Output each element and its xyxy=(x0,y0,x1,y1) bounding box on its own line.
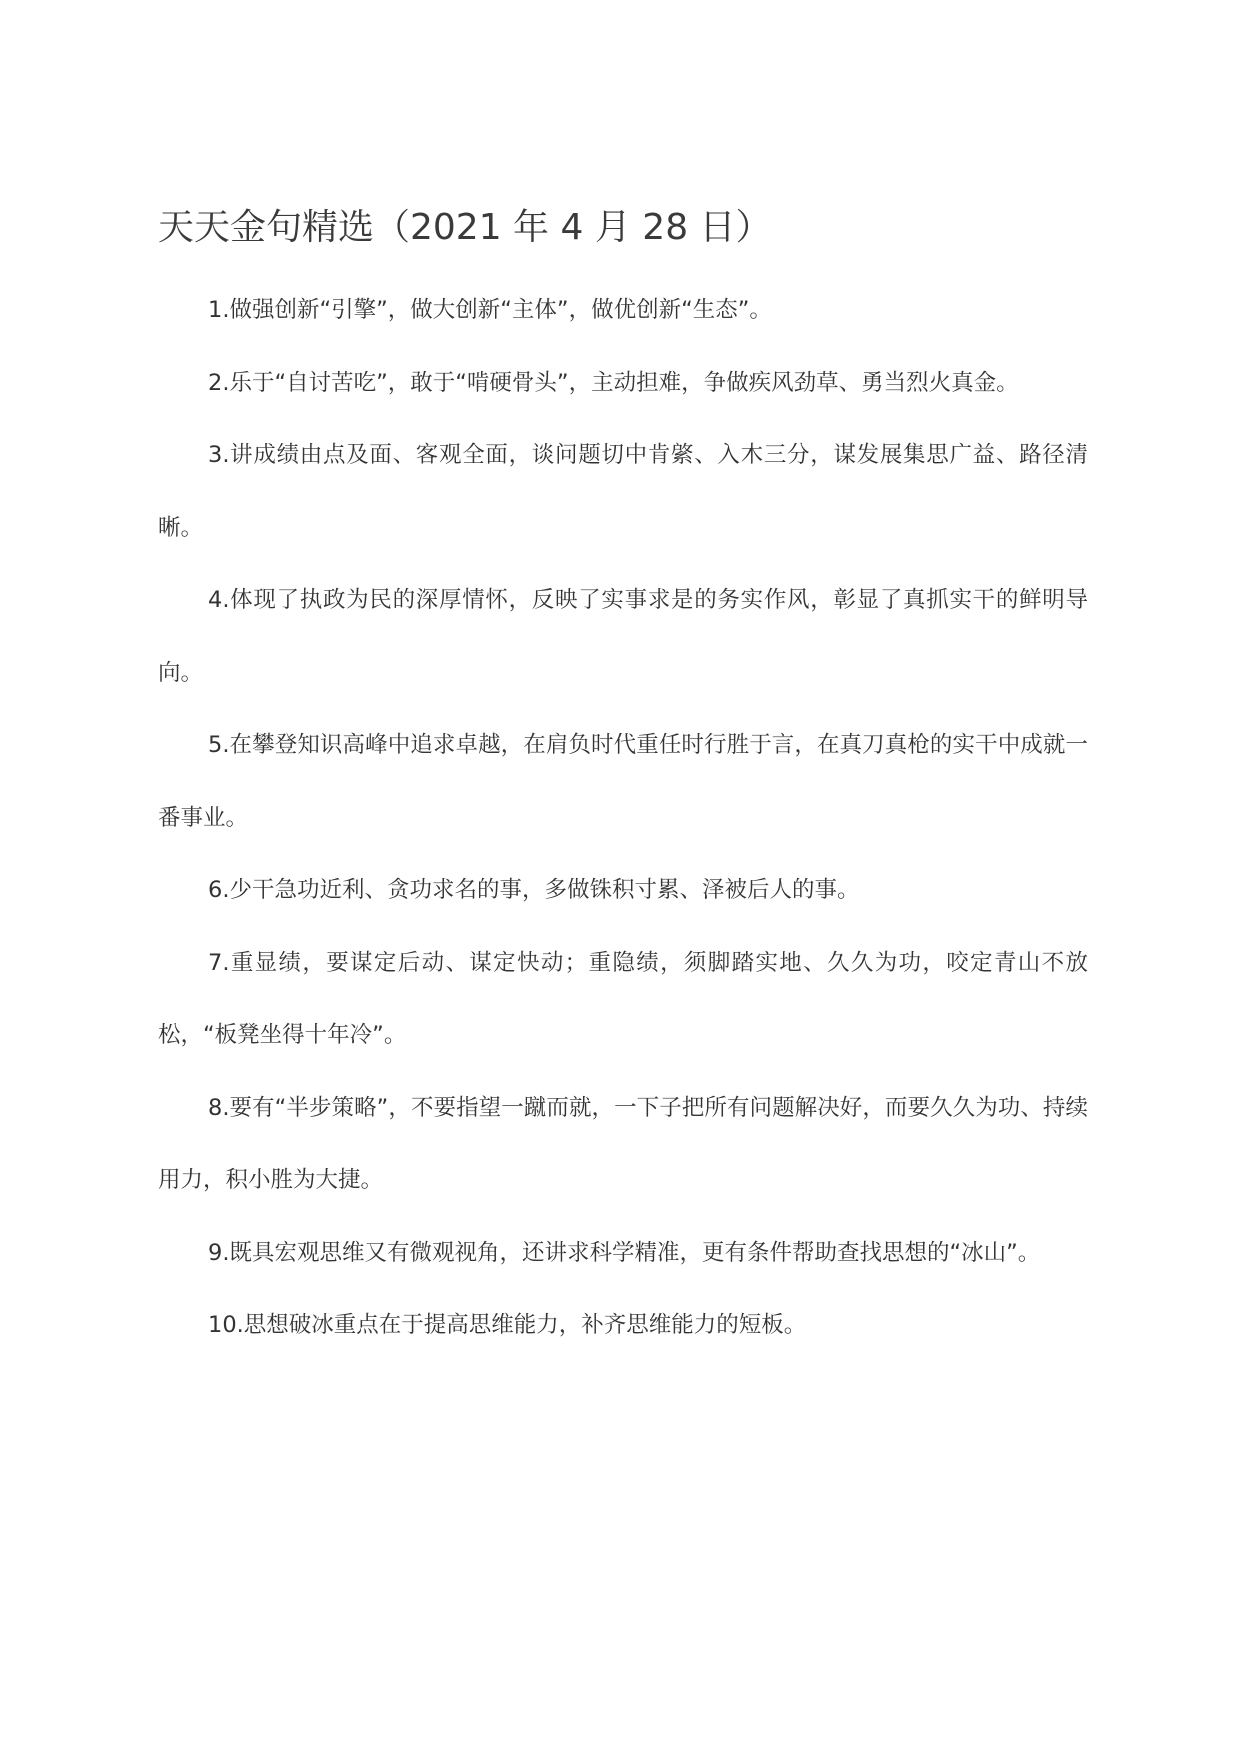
quote-item-2: 2.乐于“自讨苦吃”，敢于“啃硬骨头”，主动担难，争做疾风劲草、勇当烈火真金。 xyxy=(208,369,1019,396)
quote-item-10: 10.思想破冰重点在于提高思维能力，补齐思维能力的短板。 xyxy=(208,1312,807,1338)
quote-item-7: 7.重显绩，要谋定后动、谋定快动；重隐绩，须脚踏实地、久久为功，咬定青山不放松，“板凳坐得十年冷”。 xyxy=(158,949,1088,1048)
quote-item-6: 6.少干急功近利、贪功求名的事，多做铢积寸累、泽被后人的事。 xyxy=(208,877,860,903)
document-title: 天天金句精选（2021 年 4 月 28 日） xyxy=(158,207,772,248)
quote-list xyxy=(158,274,1088,1362)
quote-item-1: 1.做强创新“引擎”，做大创新“主体”，做优创新“生态”。 xyxy=(208,297,772,323)
quote-item-8: 8.要有“半步策略”，不要指望一蹴而就，一下子把所有问题解决好，而要久久为功、持续用力，积小胜为大捷。 xyxy=(158,1094,1088,1193)
quote-item-5: 5.在攀登知识高峰中追求卓越，在肩负时代重任时行胜于言，在真刀真枪的实干中成就一番事业。 xyxy=(158,732,1088,831)
quote-item-3: 3.讲成绩由点及面、客观全面，谈问题切中肯綮、入木三分，谋发展集思广益、路径清晰。 xyxy=(158,442,1088,541)
quote-item-9: 9.既具宏观思维又有微观视角，还讲求科学精准，更有条件帮助查找思想的“冰山”。 xyxy=(208,1239,1041,1266)
quote-item-4: 4.体现了执政为民的深厚情怀，反映了实事求是的务实作风，彰显了真抓实干的鲜明导向。 xyxy=(158,587,1088,686)
